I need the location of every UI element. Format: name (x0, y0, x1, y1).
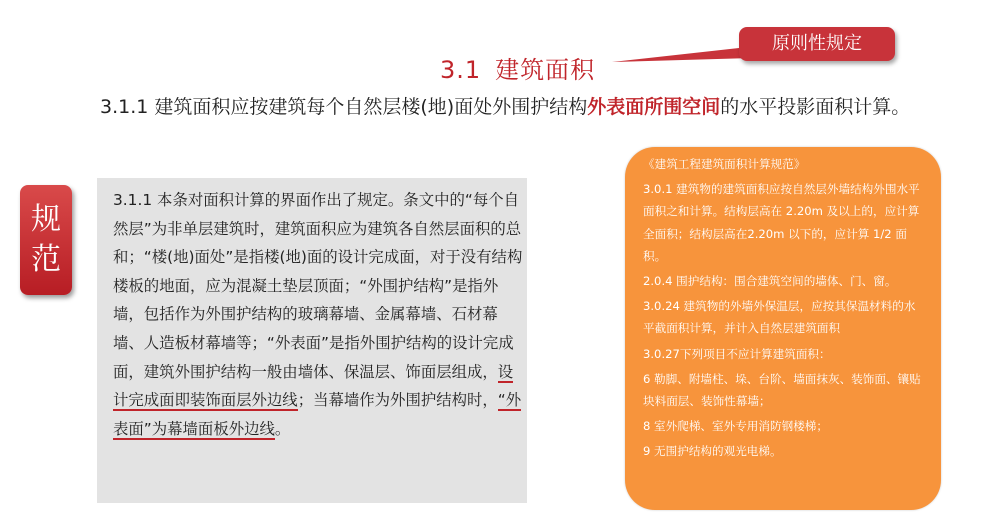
spec-reference-box (625, 147, 941, 510)
explanation-text-middle: ；当幕墙作为外围护结构时， (297, 391, 498, 410)
principle-callout-tag (739, 27, 895, 61)
explanation-underline-1: 设计完成面即装饰面层外边线 (113, 362, 514, 410)
clause-prefix: 3.1.1 建筑面积应按建筑每个自然层楼(地)面处外围护结构 (100, 96, 588, 118)
callout-label: 原则性规定 (772, 33, 862, 54)
spec-title: 《建筑工程建筑面积计算规范》 (643, 157, 806, 171)
spec-paragraph: 8 室外爬梯、室外专用消防钢楼梯； (643, 419, 828, 434)
badge-char-1: 规 (31, 202, 61, 237)
spec-paragraph: 3.0.24 建筑物的外墙外保温层，应按其保温材料的水平截面积计算，并计入自然层建筑面积 (643, 299, 916, 336)
spec-paragraph: 6 勒脚、附墙柱、垛、台阶、墙面抹灰、装饰面、镶贴块料面层、装饰性幕墙； (643, 371, 921, 409)
section-number: 3.1 (440, 56, 482, 84)
spec-badge (20, 185, 72, 295)
badge-char-2: 范 (31, 242, 61, 277)
explanation-text-after: 。 (274, 419, 291, 438)
spec-paragraph: 9 无围护结构的观光电梯。 (643, 444, 782, 459)
spec-paragraph: 3.0.1 建筑物的建筑面积应按自然层外墙结构外围水平面积之和计算。结构层高在 2.20m 及以上的，应计算全面积；结构层高在2.20m 以下的，应计算 1/2 面积。 (643, 182, 920, 263)
spec-paragraph: 3.0.27下列项目不应计算建筑面积： (643, 346, 831, 361)
spec-paragraph: 2.0.4 围护结构：围合建筑空间的墙体、门、窗。 (643, 274, 897, 289)
explanation-underline-2: “外表面”为幕墙面板外边线 (113, 391, 522, 438)
section-heading: 建筑面积 (495, 56, 596, 84)
clause-3-1-1 (100, 88, 970, 126)
clause-highlight: 外表面所围空间 (587, 96, 721, 118)
section-title (440, 50, 595, 85)
clause-suffix: 的水平投影面积计算。 (720, 96, 911, 118)
explanation-text-before: 3.1.1 本条对面积计算的界面作出了规定。条文中的“每个自然层”为非单层建筑时，建筑面积应为建筑各自然层面积的总和；“楼(地)面处”是指楼(地)面的设计完成面，对于没有结构楼板的地面，应为混凝土垫层顶面；“外围护结构”是指外墙，包括作为外围护结构的玻璃幕墙、金属幕墙、石材幕墙、人造板材幕墙等；“外表面”是指外围护结构的设计完成面，建筑外围护结构一般由墙体、保温层、饰面层组成， (113, 191, 523, 381)
explanation-box (97, 178, 527, 503)
